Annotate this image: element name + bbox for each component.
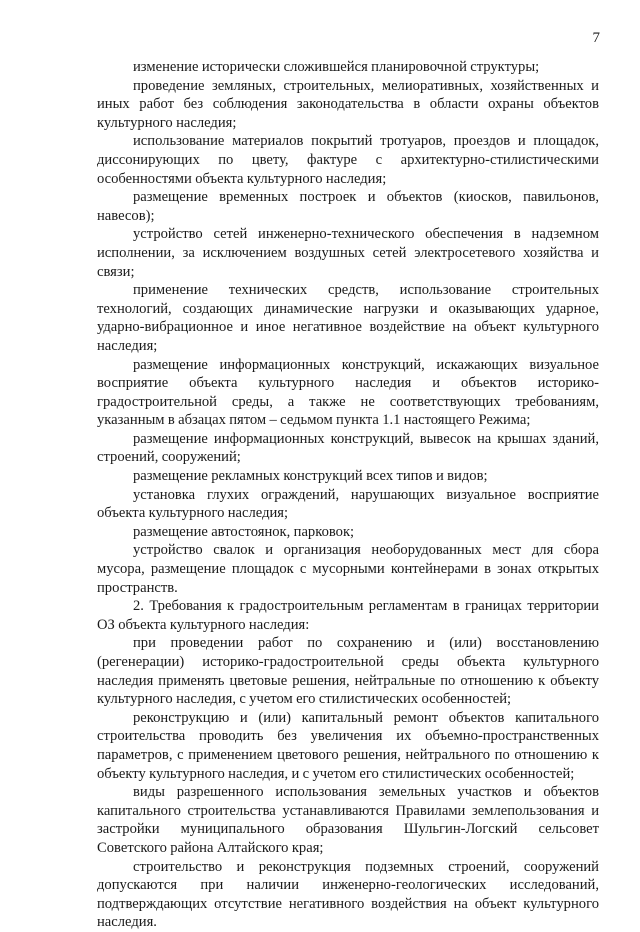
paragraph: размещение информационных конструкций, вывесок на крышах зданий, строений, сооружений; <box>97 430 599 466</box>
page-number: 7 <box>592 30 600 46</box>
paragraph: виды разрешенного использования земельных участков и объектов капитального строительства устанавливаются Правилами землепользования и застройки муниципального образования Шульгин-Логский сельсовет Советского района Алтайского края; <box>97 784 599 856</box>
paragraph: реконструкцию и (или) капитальный ремонт объектов капитального строительства проводить без увеличения их объемно-пространственных параметров, с применением цветового решения, нейтрального по отношению к объекту культурного наследия, и с учетом его стилистических особенностей; <box>97 709 599 782</box>
paragraph: проведение земляных, строительных, мелиоративных, хозяйственных и иных работ без соблюдения законодательства в области охраны объектов культурного наследия; <box>97 77 599 131</box>
paragraph: изменение исторически сложившейся планировочной структуры; <box>133 59 540 75</box>
paragraph: использование материалов покрытий тротуаров, проездов и площадок, диссонирующих по цвету, фактуре с архитектурно-стилистическими особенностями объекта культурного наследия; <box>97 133 599 187</box>
paragraph: размещение рекламных конструкций всех типов и видов; <box>133 468 488 485</box>
section-heading-paragraph: 2. Требования к градостроительным регламентам в границах территории ОЗ объекта культурного наследия: <box>97 598 599 633</box>
paragraph: размещение автостоянок, парковок; <box>133 523 355 540</box>
paragraph: при проведении работ по сохранению и (или) восстановлению (регенерации) историко-градостроительной среды объекта культурного наследия применять цветовые решения, нейтральные по отношению к объекту культурного наследия, с учетом его стилистических особенностей; <box>97 635 599 708</box>
paragraph: размещение информационных конструкций, искажающих визуальное восприятие объекта культурного наследия и объектов историко-градостроительной среды, а также не соответствующих требованиям, указанным в абзацах пятом – седьмом пункта 1.1 настоящего Режима; <box>97 356 599 429</box>
paragraph: устройство сетей инженерно-технического обеспечения в надземном исполнении, за исключением воздушных сетей электросетевого хозяйства и связи; <box>97 226 599 280</box>
paragraph: применение технических средств, использование строительных технологий, создающих динамические нагрузки и оказывающих ударное, ударно-вибрационное и иное негативное воздействие на объект культурного наследия; <box>97 282 599 354</box>
paragraph: размещение временных построек и объектов (киосков, павильонов, навесов); <box>97 189 599 224</box>
paragraph: устройство свалок и организация необорудованных мест для сбора мусора, размещение площадок с мусорными контейнерами в зонах открытых пространств. <box>97 542 599 596</box>
paragraph: установка глухих ограждений, нарушающих визуальное восприятие объекта культурного наследия; <box>97 486 599 522</box>
paragraph: строительство и реконструкция подземных строений, сооружений допускаются при наличии инженерно-геологических исследований, подтверждающих отсутствие негативного воздействия на объект культурного наследия. <box>97 858 599 931</box>
document-body <box>97 58 599 932</box>
